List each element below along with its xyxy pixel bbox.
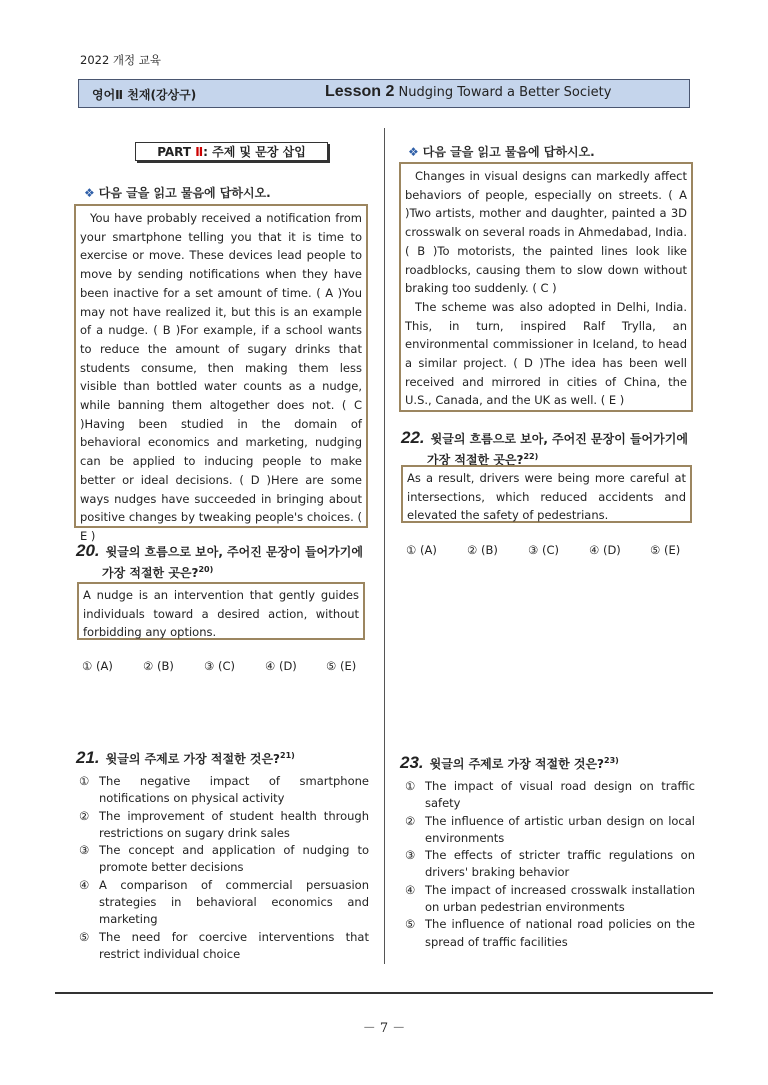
- lesson-number: Lesson 2: [325, 83, 395, 100]
- option-4[interactable]: [405, 882, 695, 917]
- option-text: The concept and application of nudging to promote better decisions: [99, 843, 369, 875]
- option-marker: ⑤: [405, 917, 416, 932]
- choice-e[interactable]: ⑤ (E): [326, 659, 357, 673]
- header-lesson: [325, 83, 611, 101]
- option-4[interactable]: [79, 877, 369, 929]
- page-number: － 7 －: [362, 1021, 406, 1036]
- passage-2: [399, 162, 693, 412]
- option-text: The negative impact of smartphone notifications on physical activity: [99, 774, 369, 806]
- option-text: The effects of stricter traffic regulations on drivers' braking behavior: [425, 848, 695, 880]
- question-21-title: [76, 747, 376, 768]
- question-22-given-sentence: As a result, drivers were being more careful at intersections, which reduced accidents and elevated the safety of pedestrians.: [401, 465, 692, 523]
- option-2[interactable]: [405, 813, 695, 848]
- choice-a[interactable]: ① (A): [82, 659, 113, 673]
- part-roman: Ⅱ: [195, 145, 204, 159]
- question-20-choices: [82, 659, 387, 673]
- option-1[interactable]: [405, 778, 695, 813]
- passage-2-paragraph-2: The scheme was also adopted in Delhi, India. This, in turn, inspired Ralf Trylla, an environmental commissioner in Iceland, to head a similar project. ( D )The idea has been well received and mirrored in cities of China, the U.S., Canada, and the UK as well. ( E ): [405, 299, 687, 408]
- option-marker: ④: [405, 882, 416, 897]
- question-20-text-1: 윗글의 흐름으로 보아, 주어진 문장이 들어가기에: [105, 545, 363, 559]
- instruction-text: 다음 글을 읽고 물음에 답하시오.: [422, 145, 595, 159]
- question-20-text-2: 가장 적절한 곳은?: [102, 566, 199, 580]
- diamond-bullet-icon: ❖: [84, 186, 95, 200]
- choice-c[interactable]: ③ (C): [204, 659, 235, 673]
- option-text: The need for coercive interventions that restrict individual choice: [99, 929, 369, 961]
- footer-rule: [55, 992, 713, 994]
- question-23-number: 23.: [400, 753, 424, 772]
- question-20-title: [76, 542, 376, 582]
- passage-2-paragraph-1: Changes in visual designs can markedly affect behaviors of people, especially on streets. ( A )Two artists, mother and daughter, painted a 3D crosswalk on several roads in Ahmedabad, India. ( B )To motorists, the painted lines look like roadblocks, causing them to slow down without braking too suddenly. ( C ): [405, 169, 687, 296]
- option-text: The impact of visual road design on traffic safety: [425, 779, 695, 811]
- question-22-text-1: 윗글의 흐름으로 보아, 주어진 문장이 들어가기에: [430, 432, 688, 446]
- option-marker: ①: [79, 774, 90, 788]
- part-title: [135, 142, 328, 161]
- question-21-text: 윗글의 주제로 가장 적절한 것은?: [105, 752, 281, 766]
- option-text: A comparison of commercial persuasion strategies in behavioral economics and marketing: [99, 877, 369, 927]
- choice-e[interactable]: ⑤ (E): [650, 543, 681, 557]
- question-23-text: 윗글의 주제로 가장 적절한 것은?: [429, 757, 605, 771]
- question-22-title: [401, 429, 701, 469]
- question-21-number: 21.: [76, 748, 100, 767]
- option-marker: ③: [79, 843, 90, 858]
- header-textbook: 영어Ⅱ 천재(강상구): [92, 88, 197, 102]
- option-marker: ①: [405, 779, 416, 793]
- column-divider: [384, 128, 385, 964]
- instruction-left: [84, 184, 271, 201]
- option-2[interactable]: [79, 808, 369, 843]
- choice-b[interactable]: ② (B): [143, 659, 174, 673]
- instruction-right: [408, 143, 595, 160]
- question-20-number: 20.: [76, 541, 100, 560]
- part-title-text: : 주제 및 문장 삽입: [203, 145, 306, 159]
- option-5[interactable]: [79, 929, 369, 964]
- option-text: The influence of national road policies on the spread of traffic facilities: [425, 917, 695, 949]
- choice-d[interactable]: ④ (D): [589, 543, 621, 557]
- diamond-bullet-icon: ❖: [408, 145, 419, 159]
- question-22-text-2: 가장 적절한 곳은?: [427, 453, 524, 467]
- footnote-ref-21: 21): [280, 751, 295, 760]
- question-23-title: [400, 752, 700, 773]
- part-prefix: PART: [157, 145, 196, 159]
- question-22-number: 22.: [401, 428, 425, 447]
- option-5[interactable]: [405, 916, 695, 951]
- option-1[interactable]: [79, 773, 369, 808]
- question-20-given-sentence: A nudge is an intervention that gently guides individuals toward a desired action, without forbidding any options.: [77, 582, 365, 640]
- footnote-ref-23: 23): [604, 756, 619, 765]
- choice-a[interactable]: ① (A): [406, 543, 437, 557]
- option-text: The impact of increased crosswalk installation on urban pedestrian environments: [425, 882, 695, 915]
- question-21-options: [79, 773, 369, 963]
- choice-d[interactable]: ④ (D): [265, 659, 297, 673]
- question-23-options: [405, 778, 695, 951]
- option-text: The improvement of student health through restrictions on sugary drink sales: [99, 808, 369, 840]
- option-3[interactable]: [405, 847, 695, 882]
- option-marker: ⑤: [79, 929, 90, 944]
- instruction-text: 다음 글을 읽고 물음에 답하시오.: [98, 186, 271, 200]
- option-marker: ④: [79, 877, 90, 892]
- footnote-ref-20: 20): [198, 565, 214, 574]
- document-top-label: 2022 개정 교육: [80, 53, 162, 67]
- option-marker: ②: [405, 813, 416, 828]
- choice-c[interactable]: ③ (C): [528, 543, 559, 557]
- passage-1: You have probably received a notification from your smartphone telling you that it is time to exercise or move. These devices lead people to move by sending notifications when they have been inactive for a set amount of time. ( A )You may not have realized it, but this is an example of a nudge. ( B )For example, if a school wants to reduce the amount of sugary drinks that students consume, then making them less visible than bottled water counts as a nudge, while banning them altogether does not. ( C )Having been studied in the domain of behavioral economics and marketing, nudging can be applied to inducing people to make better or ideal decisions. ( D )Here are some ways nudges have succeeded in bringing about positive changes by tweaking people's choices. ( E ): [74, 204, 368, 528]
- option-text: The influence of artistic urban design on local environments: [425, 813, 695, 845]
- option-marker: ③: [405, 848, 416, 863]
- lesson-title: Nudging Toward a Better Society: [398, 85, 612, 100]
- choice-b[interactable]: ② (B): [467, 543, 498, 557]
- question-22-choices: [406, 543, 711, 557]
- footnote-ref-22: 22): [523, 452, 539, 461]
- option-3[interactable]: [79, 842, 369, 877]
- option-marker: ②: [79, 808, 90, 823]
